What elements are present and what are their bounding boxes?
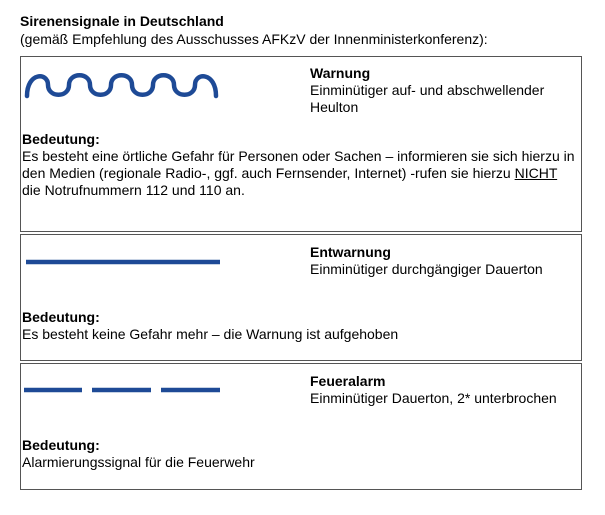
signal-box-entwarnung	[20, 234, 582, 361]
meaning-text	[22, 148, 578, 199]
meaning-label: Bedeutung:	[22, 131, 100, 147]
signal-box-warnung	[20, 56, 582, 232]
page-subtitle: (gemäß Empfehlung des Ausschusses AFKzV der Innenministerkonferenz):	[20, 31, 488, 47]
signal-description: Einminütiger Dauerton, 2* unterbrochen	[310, 390, 557, 406]
meaning-text-part: Es besteht eine örtliche Gefahr für Personen oder Sachen – informieren sie sich hierzu in den Medien (regionale Radio-, ggf. auch Fernsender, Internet) -rufen sie hierzu	[22, 148, 575, 181]
signal-title: Entwarnung	[310, 244, 391, 260]
solid-line-icon	[24, 257, 224, 267]
meaning-emphasis: NICHT	[514, 165, 558, 181]
meaning-text-part: die Notrufnummern 112 und 110 an.	[22, 182, 245, 198]
signal-description: Einminütiger durchgängiger Dauerton	[310, 261, 543, 277]
signal-box-feueralarm	[20, 363, 582, 490]
wavy-line-icon	[24, 70, 224, 100]
meaning-text: Alarmierungssignal für die Feuerwehr	[22, 454, 255, 470]
signal-title: Warnung	[310, 65, 371, 81]
meaning-label: Bedeutung:	[22, 309, 100, 325]
meaning-text: Es besteht keine Gefahr mehr – die Warnung ist aufgehoben	[22, 326, 399, 342]
meaning-label: Bedeutung:	[22, 437, 100, 453]
signal-title: Feueralarm	[310, 373, 386, 389]
signal-description: Einminütiger auf- und abschwellender Heulton	[310, 82, 545, 115]
dashed-line-icon	[24, 385, 224, 395]
page-title: Sirenensignale in Deutschland	[20, 13, 224, 29]
